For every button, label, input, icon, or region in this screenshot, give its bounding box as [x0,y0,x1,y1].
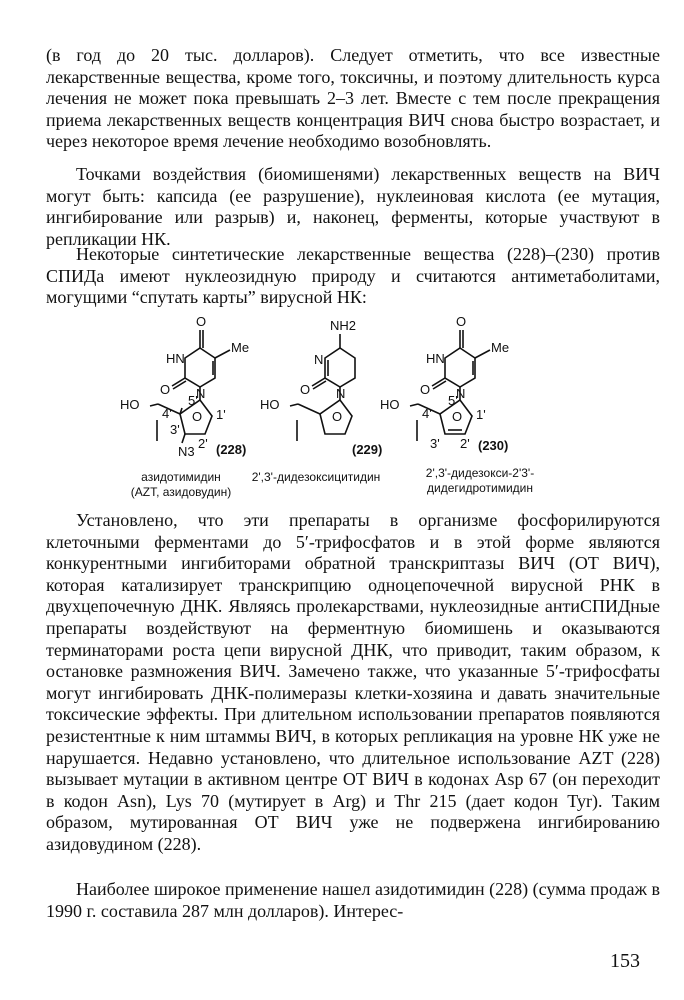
paragraph-2-text: Точками воздействия (биомишенями) лекарственных веществ на ВИЧ могут быть: капсида (ее разрушение), нуклеиновая кислота (ее мутация, ингибирование или разрыв) и, наконец, ферменты, которые участвуют в репликации НК. [46,164,660,249]
caption-228-line1: азидотимидин [141,470,221,484]
paragraph-4-text: Установлено, что эти препараты в организме фосфорилируются клеточными ферментами до 5′-трифосфатов и в этой форме являются конкурентными ингибиторами обратной транскриптазы ВИЧ (ОТ ВИЧ), которая катализирует транскрипцию одноцепочечной вирусной РНК в двухцепочечную ДНК. Являясь пролекарствами, нуклеозидные антиСПИДные препараты воздействуют на ферментную биомишень и оказываются терминаторами роста цепи вирусной ДНК, что приводит, таким образом, к остановке размножения ВИЧ. Замечено также, что указанные 5′-трифосфаты могут ингибировать ДНК-полимеразы клетки-хозяина и давать значительные токсические эффекты. При длительном использовании препаратов появляются резистентные к ним штаммы ВИЧ, в которых репликация на уровне НК уже не нарушается. Недавно установлено, что длительное использование AZT (228) вызывает мутации в активном центре ОТ ВИЧ в кодонах Asp 67 (он переходит в кодон Asn), Lys 70 (мутирует в Arg) и Thr 215 (дает кодон Tyr). Таким образом, мутированная ОТ ВИЧ уже не подвержена ингибированию азидовудином (228). [46,510,660,854]
locant-1-228: 1' [216,407,226,422]
locant-4-230: 4' [422,406,432,421]
paragraph-1-text: (в год до 20 тыс. долларов). Следует отметить, что все известные лекарственные вещества, кроме того, токсичны, и поэтому длительность курса лечения не может пока превышать 2–3 лет. Вместе с тем после прекращения приема лекарственных веществ концентрация ВИЧ снова быстро возрастает, и через некоторое время лечение необходимо возобновлять. [46,45,660,152]
locant-4-228: 4' [162,406,172,421]
compound-number-230: (230) [478,438,509,453]
paragraph-3 [46,244,660,309]
atom-n-229: N [336,386,346,401]
caption-230-line1: 2',3'-дидезокси-2'3'- [425,466,535,480]
atom-ho-230: HO [380,397,400,412]
caption-228 [126,470,236,500]
structure-229 [260,318,382,457]
atom-o-left-230: O [420,382,431,397]
atom-me-228: Me [231,340,250,355]
caption-228-line2: (AZT, азидовудин) [130,485,232,499]
locant-3-228: 3' [170,422,180,437]
chemical-structures-figure [100,308,570,504]
compound-number-228: (228) [216,442,247,457]
caption-230 [400,466,560,496]
paragraph-4 [46,510,660,856]
compound-number-229: (229) [352,442,383,457]
atom-nh2-229: NH2 [330,318,357,333]
atom-hn-230: HN [426,351,445,366]
locant-2-228: 2' [198,436,208,451]
atom-hn-228: HN [166,351,185,366]
atom-n-ring-229: N [314,352,324,367]
paragraph-1 [46,45,660,153]
atom-ho-229: HO [260,397,280,412]
locant-2-230: 2' [460,436,470,451]
locant-3-230: 3' [430,436,440,451]
atom-o-ring-228: O [192,409,203,424]
page-number: 153 [610,950,640,972]
atom-n-228: N [196,386,206,401]
paragraph-5-text: Наиболее широкое применение нашел азидотимидин (228) (сумма продаж в 1990 г. составила 287 млн долларов). Интерес- [46,879,660,921]
locant-1-230: 1' [476,407,486,422]
atom-o-top-230: O [456,314,467,329]
atom-o-ring-229: O [332,409,343,424]
structure-228 [120,314,249,459]
structures-drawing [100,308,570,468]
paragraph-5 [46,879,660,922]
atom-me-230: Me [491,340,510,355]
structure-230 [380,314,509,453]
paragraph-3-text: Некоторые синтетические лекарственные вещества (228)–(230) против СПИДа имеют нуклеозидную природу и считаются антиметаболитами, могущими “спутать карты” вирусной НК: [46,244,660,308]
locant-5-230: 5' [448,393,458,408]
caption-229-line1: 2',3'-дидезоксицитидин [251,470,381,484]
atom-o-top-228: O [196,314,207,329]
atom-o-left-228: O [160,382,171,397]
atom-o-left-229: O [300,382,311,397]
paragraph-2 [46,164,660,250]
atom-o-ring-230: O [452,409,463,424]
caption-230-line2: дидегидротимидин [426,481,534,495]
atom-n3-228: N3 [178,444,195,459]
caption-229 [246,470,386,485]
atom-ho-228: HO [120,397,140,412]
locant-5-228: 5' [188,393,198,408]
atom-n-230: N [456,386,466,401]
